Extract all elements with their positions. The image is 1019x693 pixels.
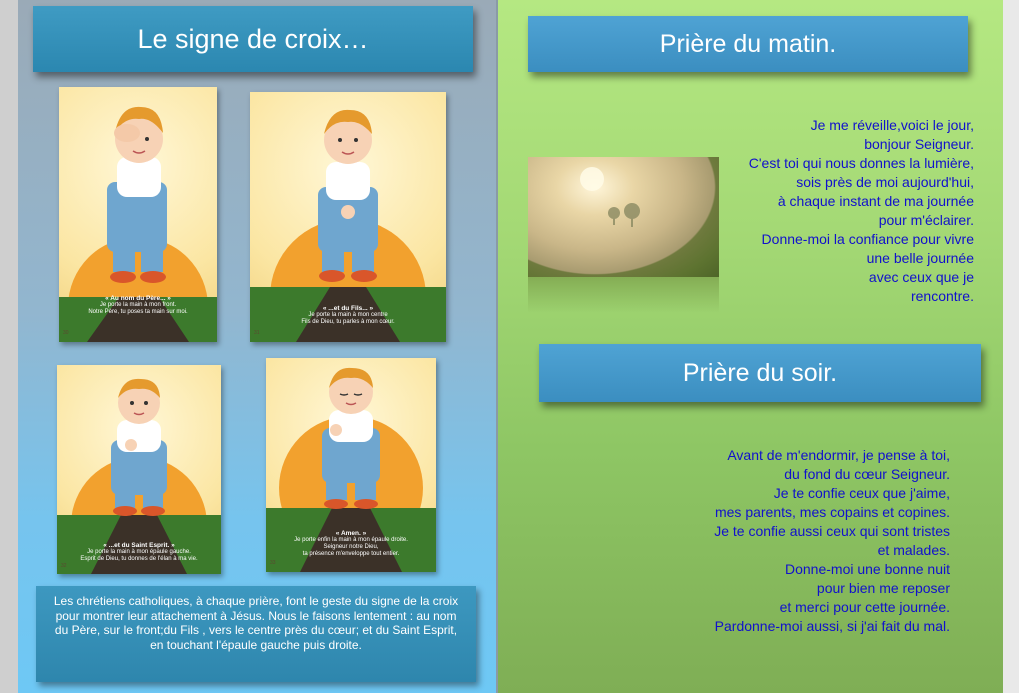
card-caption <box>270 530 432 558</box>
evening-prayer-title: Prière du soir. <box>539 344 981 402</box>
card-caption-line: Esprit de Dieu, tu donnes de l'élan à ma vie. <box>80 556 198 562</box>
poem-line: mes parents, mes copains et copines. <box>714 504 950 520</box>
poem-line: sois près de moi aujourd'hui, <box>796 174 974 190</box>
card-caption-line: Je porte la main à mon centre <box>308 312 388 318</box>
page-number: 33 <box>270 560 276 566</box>
poem-line: pour bien me reposer <box>816 580 950 596</box>
poem-line: Je te confie aussi ceux qui sont tristes <box>714 523 950 539</box>
card-et-du-fils <box>250 92 446 342</box>
card-caption <box>254 305 442 326</box>
poem-line: Avant de m'endormir, je pense à toi, <box>727 447 950 463</box>
page-number: 31 <box>254 330 260 336</box>
card-saint-esprit <box>57 365 221 574</box>
poem-line: bonjour Seigneur. <box>864 136 974 152</box>
poem-line: Donne-moi une bonne nuit <box>784 561 950 577</box>
poem-line: Pardonne-moi aussi, si j'ai fait du mal. <box>714 618 950 634</box>
sign-of-cross-title: Le signe de croix… <box>33 6 473 72</box>
card-caption-line: Je porte enfin la main à mon épaule droite. <box>294 537 408 543</box>
card-caption-title: « ...et du Fils... » <box>322 305 374 312</box>
poem-line: pour m'éclairer. <box>878 212 974 228</box>
card-au-nom-du-pere <box>59 87 217 342</box>
card-caption-title: « ...et du Saint Esprit. » <box>103 542 175 549</box>
poem-line: du fond du cœur Seigneur. <box>784 466 950 482</box>
card-caption-line: Fils de Dieu, tu parles à mon cœur. <box>301 319 395 325</box>
morning-prayer-text <box>700 116 974 306</box>
morning-prayer-title: Prière du matin. <box>528 16 968 72</box>
poem-line: avec ceux que je <box>868 269 974 285</box>
poem-line: Donne-moi la confiance pour vivre <box>761 231 974 247</box>
page-margin <box>1003 0 1019 693</box>
page-number: 32 <box>61 563 67 569</box>
card-caption-line: Notre Père, tu poses ta main sur moi. <box>88 309 188 315</box>
sign-of-cross-explanation: Les chrétiens catholiques, à chaque prière, font le geste du signe de la croix pour montrer leur attachement à Jésus. Nous le faisons lentement : au nom du Père, sur le front;du Fils , vers le centre près du cœur; et du Saint Esprit, en touchant l'épaule gauche puis droite. <box>36 586 476 682</box>
card-caption-line: Seigneur notre Dieu, <box>323 544 379 550</box>
poem-line: rencontre. <box>910 288 974 304</box>
poem-line: une belle journée <box>866 250 974 266</box>
card-caption <box>61 542 217 563</box>
card-caption-title: « Au nom du Père... » <box>105 295 171 302</box>
page-number: 30 <box>63 330 69 336</box>
card-caption-title: « Amen. » <box>335 530 367 537</box>
foggy-field-photo <box>528 157 719 277</box>
evening-prayer-text <box>640 446 950 636</box>
card-caption-line: Je porte la main à mon épaule gauche. <box>87 549 191 555</box>
photo-reflection <box>528 277 719 313</box>
card-caption-line: Je porte la main à mon front. <box>99 302 177 308</box>
card-amen <box>266 358 436 572</box>
poem-line: et malades. <box>877 542 950 558</box>
poem-line: Je te confie ceux que j'aime, <box>773 485 950 501</box>
poem-line: à chaque instant de ma journée <box>777 193 974 209</box>
poem-line: C'est toi qui nous donnes la lumière, <box>748 155 974 171</box>
card-caption-line: ta présence m'enveloppe tout entier. <box>302 551 400 557</box>
poem-line: Je me réveille,voici le jour, <box>810 117 974 133</box>
card-caption <box>63 295 213 316</box>
tree-silhouettes <box>528 157 719 277</box>
poem-line: et merci pour cette journée. <box>779 599 950 615</box>
